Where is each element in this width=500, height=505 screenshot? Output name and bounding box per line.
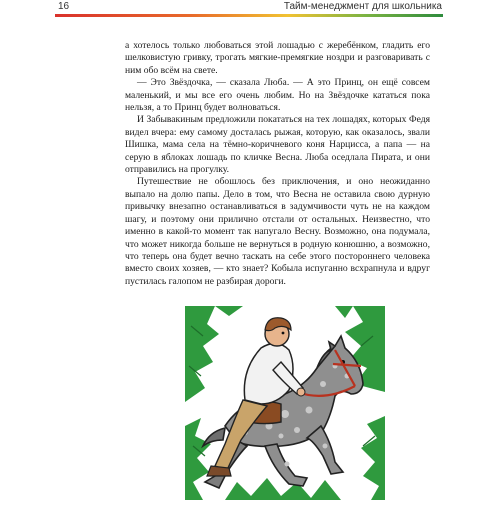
page-header xyxy=(0,0,500,12)
galloping-horse-rider-icon xyxy=(185,306,385,500)
paragraph-4: Путешествие не обошлось без приключения, и оно неожиданно выпало на долю папы. Дело в том, что Весна не оставила свою дурную привычку внезапно останавливаться в задумчивости чуть не на каждом шагу, и поэтому они прилично отстали от остальных. Неизвестно, что именно в какой-то момент так напугало Весну. Возможно, она подумала, что может никогда больше не вернуться в родную конюшню, а возможно, что теперь она будет вечно таскать на себе этого постороннего человека вместо своих хозяев, — кто знает? Кобыла испуганно всхрапнула и вдруг пустилась галопом не разбирая дороги. xyxy=(125,176,430,287)
paragraph-3: И Забывакиным предложили покататься на тех лошадях, которых Федя видел вчера: ему самому досталась рыжая, которую, как оказалось, звали Шишка, мама села на тёмно-коричневого коня Нарцисса, а папа — на серую в яблоках лошадь по кличке Весна. Люба оседлала Пирата, и они отправились на прогулку. xyxy=(125,114,430,176)
body-text xyxy=(125,40,430,288)
running-title: Тайм-менеджмент для школьника xyxy=(283,1,442,12)
header-color-rule xyxy=(55,14,443,17)
paragraph-1: а хотелось только любоваться этой лошадью с жеребёнком, гладить его шелковистую гривку, трогать мягкие-премягкие ноздри и разговаривать с ним обо всём на свете. xyxy=(125,40,430,76)
paragraph-2: — Это Звёздочка, — сказала Люба. — А это Принц, он ещё совсем маленький, и мы все его очень любим. Но на Звёздочке кататься пока нельзя, а то Принц будет волноваться. xyxy=(125,77,430,114)
page-number: 16 xyxy=(58,1,70,12)
